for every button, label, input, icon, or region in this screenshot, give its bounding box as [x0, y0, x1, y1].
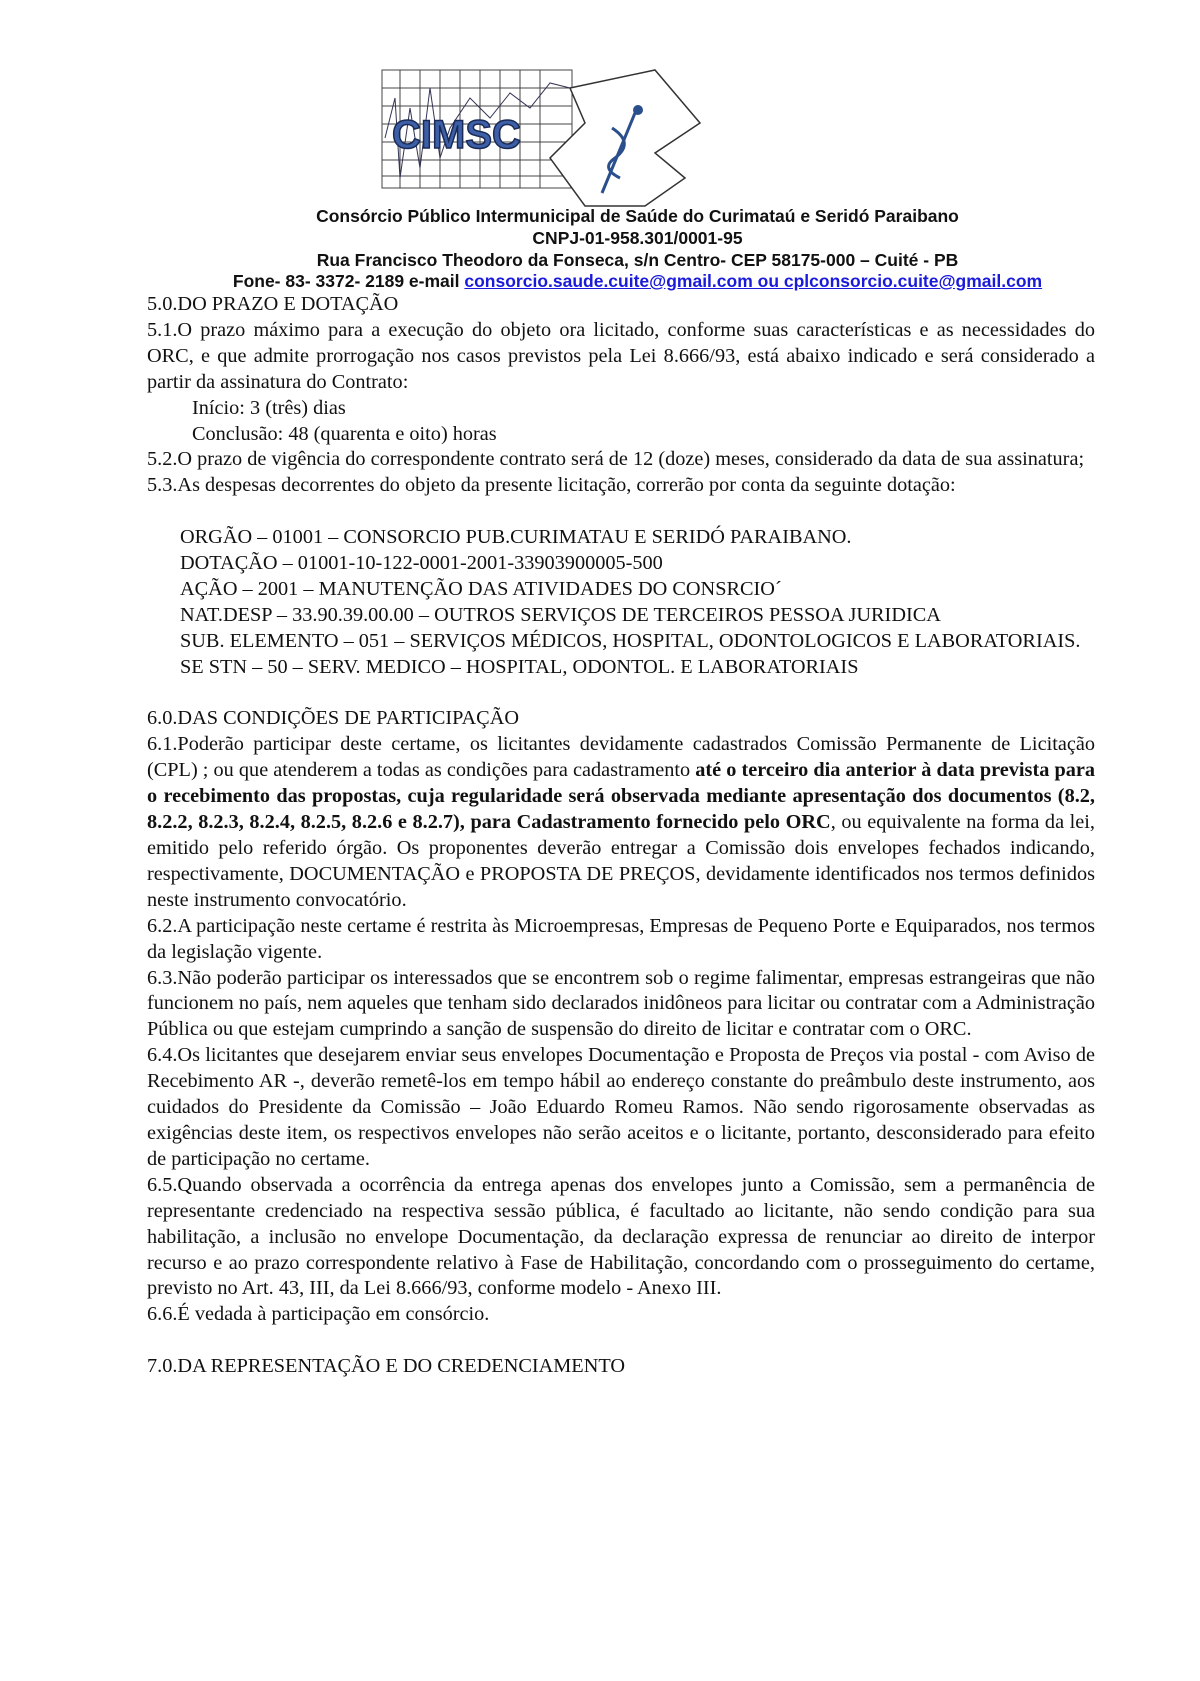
clause-5-1-conclusao: Conclusão: 48 (quarenta e oito) horas: [192, 422, 497, 445]
dotacao-acao: AÇÃO – 2001 – MANUTENÇÃO DAS ATIVIDADES DO CONSRCIO´: [180, 577, 782, 600]
dotacao-natdesp: NAT.DESP – 33.90.39.00.00 – OUTROS SERVIÇOS DE TERCEIROS PESSOA JURIDICA: [180, 603, 941, 626]
clause-6-1-bold: até o terceiro dia anterior à data prevista para o recebimento das propostas, cuja regularidade será observada mediante apresentação dos documentos (8.2, 8.2.2, 8.2.3, 8.2.4, 8.2.5, 8.2.6 e 8.2.7), para Cadastramento fornecido pelo ORC: [147, 759, 1096, 834]
org-address: Rua Francisco Theodoro da Fonseca, s/n Centro- CEP 58175-000 – Cuité - PB: [316, 250, 959, 270]
clause-6-4: 6.4.Os licitantes que desejarem enviar seus envelopes Documentação e Proposta de Preços via postal - com Aviso de Recebimento AR -, deverão remetê-los em tempo hábil ao endereço constante do preâmbulo deste instrumento, aos cuidados do Presidente da Comissão – João Eduardo Romeu Ramos. Não sendo rigorosamente observadas as exigências deste item, os respectivos envelopes não serão aceitos e o licitante, portanto, desconsiderado para efeito de participação no certame.: [147, 1044, 1095, 1170]
clause-6-3: 6.3.Não poderão participar os interessados que se encontrem sob o regime falimentar, empresas estrangeiras que não funcionem no país, nem aqueles que tenham sido declarados inidôneos para licitar ou contratar com a Administração Pública ou que estejam cumprindo a sanção de suspensão do direito de licitar e contratar com o ORC.: [147, 966, 1095, 1041]
section-6-title: 6.0.DAS CONDIÇÕES DE PARTICIPAÇÃO: [147, 707, 519, 730]
clause-5-1: 5.1.O prazo máximo para a execução do objeto ora licitado, conforme suas características e as necessidades do ORC, e que admite prorrogação nos casos previstos pela Lei 8.666/93, está abaixo indicado e será considerado a partir da assinatura do Contrato:: [147, 318, 1095, 393]
clause-5-1-inicio: Início: 3 (três) dias: [192, 396, 346, 419]
clause-6-1-text: 6.1.Poderão participar deste certame, os licitantes devidamente cadastrados Comissão Permanente de Licitação (CPL) ; ou que atenderem a todas as condições para cadastramento: [147, 733, 1095, 782]
org-cnpj: CNPJ-01-958.301/0001-95: [532, 228, 743, 248]
dotacao-sestn: SE STN – 50 – SERV. MEDICO – HOSPITAL, ODONTOL. E LABORATORIAIS: [180, 655, 859, 678]
section-7-title: 7.0.DA REPRESENTAÇÃO E DO CREDENCIAMENTO: [147, 1355, 626, 1378]
org-contact: [120, 270, 1155, 292]
org-name: Consórcio Público Intermunicipal de Saúde do Curimataú e Seridó Paraibano: [316, 206, 959, 226]
clause-5-2: 5.2.O prazo de vigência do correspondente contrato será de 12 (doze) meses, considerado da data de sua assinatura;: [147, 448, 1085, 471]
phone-text: Fone- 83- 3372- 2189 e-mail: [232, 271, 465, 291]
clause-5-3: 5.3.As despesas decorrentes do objeto da presente licitação, correrão por conta da seguinte dotação:: [147, 474, 956, 497]
clause-6-5: 6.5.Quando observada a ocorrência da entrega apenas dos envelopes junto a Comissão, sem a permanência de representante credenciado na respectiva sessão pública, é facultado ao licitante, não sendo condição para sua habilitação, a inclusão no envelope Documentação, da declaração expressa de renunciar ao direito de interpor recurso e ao prazo correspondente relativo à Fase de Habilitação, concordando com o prosseguimento do certame, previsto no Art. 43, III, da Lei 8.666/93, conforme modelo - Anexo III.: [147, 1173, 1095, 1300]
section-5-title: 5.0.DO PRAZO E DOTAÇÃO: [147, 293, 399, 315]
cimsc-logo: [380, 68, 715, 208]
clause-6-6: 6.6.É vedada à participação em consórcio.: [147, 1303, 490, 1326]
clause-6-2: 6.2.A participação neste certame é restrita às Microempresas, Empresas de Pequeno Porte e Equiparados, nos termos da legislação vigente.: [147, 914, 1095, 963]
document-body: [147, 292, 1095, 1380]
clause-6-1-rest: , ou equivalente na forma da lei, emitido pelo referido órgão. Os proponentes deverão entregar a Comissão dois envelopes fechados indicando, respectivamente, DOCUMENTAÇÃO e PROPOSTA DE PREÇOS, devidamente identificados nos termos definidos neste instrumento convocatório.: [147, 811, 1095, 911]
dotacao-orgao: ORGÃO – 01001 – CONSORCIO PUB.CURIMATAU E SERIDÓ PARAIBANO.: [180, 526, 852, 549]
clause-6-1: [147, 732, 1095, 913]
dotacao-dotacao: DOTAÇÃO – 01001-10-122-0001-2001-33903900005-500: [180, 552, 663, 575]
svg-text:CIMSC: CIMSC: [392, 113, 521, 157]
dotacao-subelemento: SUB. ELEMENTO – 051 – SERVIÇOS MÉDICOS, HOSPITAL, ODONTOLOGICOS E LABORATORIAIS.: [180, 629, 1081, 652]
email-links[interactable]: consorcio.saude.cuite@gmail.com ou cplconsorcio.cuite@gmail.com: [464, 271, 1043, 291]
